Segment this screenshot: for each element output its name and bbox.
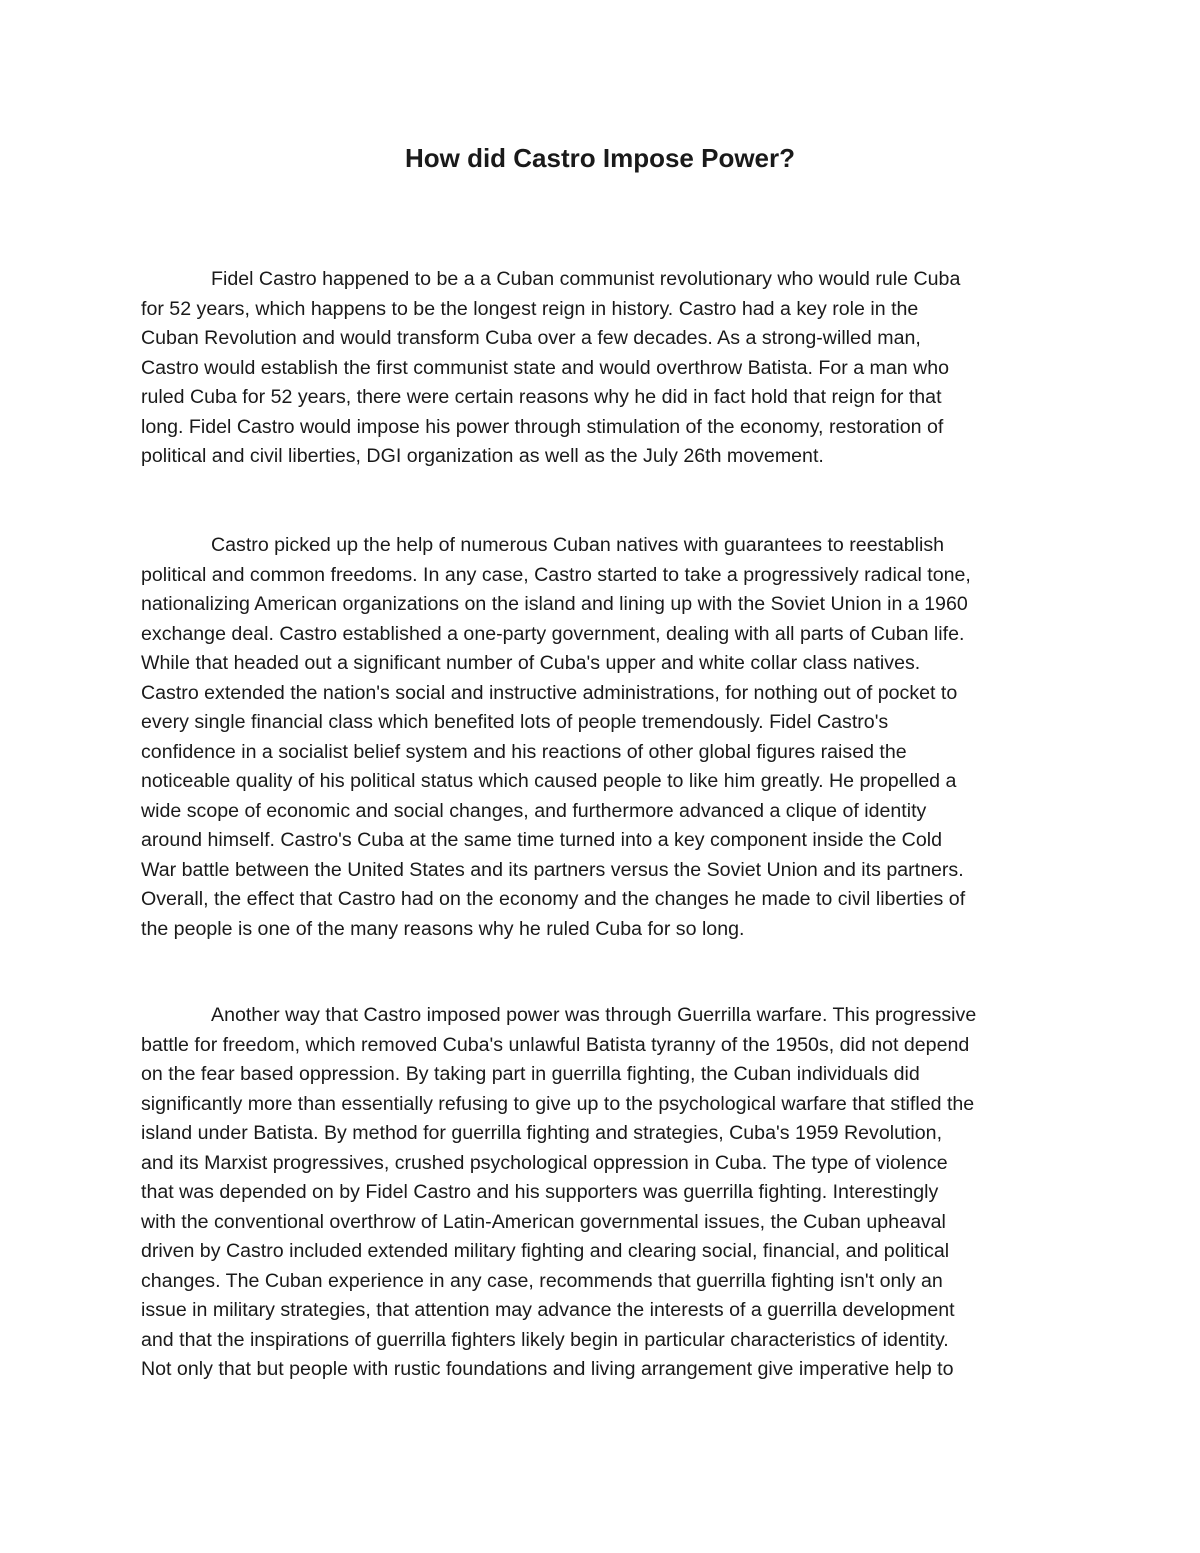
paragraph-line: around himself. Castro's Cuba at the same time turned into a key component inside the Cold — [141, 829, 942, 851]
paragraph-line: exchange deal. Castro established a one-party government, dealing with all parts of Cuban life. — [141, 622, 965, 645]
paragraph-line: noticeable quality of his political status which caused people to like him greatly. He propelled a — [141, 770, 957, 792]
paragraph-line: and that the inspirations of guerrilla fighters likely begin in particular characteristics of identity. — [141, 1328, 949, 1351]
paragraph-line: significantly more than essentially refusing to give up to the psychological warfare that stifled the — [141, 1092, 975, 1115]
paragraph-line: confidence in a socialist belief system and his reactions of other global figures raised the — [141, 740, 907, 763]
paragraph-line: battle for freedom, which removed Cuba's unlawful Batista tyranny of the 1950s, did not depend — [141, 1033, 970, 1056]
paragraph-line: that was depended on by Fidel Castro and his supporters was guerrilla fighting. Interestingly — [141, 1181, 939, 1203]
paragraph-3 — [141, 1001, 1071, 1385]
document-title: How did Castro Impose Power? — [404, 143, 796, 173]
paragraph-line: Fidel Castro happened to be a a Cuban communist revolutionary who would rule Cuba — [211, 268, 961, 290]
paragraph-line: Overall, the effect that Castro had on the economy and the changes he made to civil liberties of — [141, 888, 966, 910]
paragraph-line: Castro extended the nation's social and instructive administrations, for nothing out of pocket to — [141, 681, 958, 704]
paragraph-line: every single financial class which benefited lots of people tremendously. Fidel Castro's — [141, 711, 889, 733]
paragraph-line: Another way that Castro imposed power was through Guerrilla warfare. This progressive — [211, 1004, 977, 1026]
paragraph-line: Castro picked up the help of numerous Cuban natives with guarantees to reestablish — [211, 534, 945, 556]
paragraph-line: for 52 years, which happens to be the longest reign in history. Castro had a key role in the — [141, 297, 919, 320]
paragraph-line: long. Fidel Castro would impose his power through stimulation of the economy, restoration of — [141, 415, 944, 438]
paragraph-line: changes. The Cuban experience in any case, recommends that guerrilla fighting isn't only an — [141, 1269, 943, 1292]
paragraph-line: driven by Castro included extended military fighting and clearing social, financial, and political — [141, 1240, 950, 1262]
paragraph-line: wide scope of economic and social changes, and furthermore advanced a clique of identity — [141, 799, 927, 822]
paragraph-line: and its Marxist progressives, crushed psychological oppression in Cuba. The type of violence — [141, 1151, 948, 1174]
paragraph-line: While that headed out a significant number of Cuba's upper and white collar class natives. — [141, 652, 921, 674]
paragraph-line: island under Batista. By method for guerrilla fighting and strategies, Cuba's 1959 Revolution, — [141, 1122, 943, 1144]
paragraph-line: the people is one of the many reasons why he ruled Cuba for so long. — [141, 917, 745, 940]
paragraph-1 — [141, 265, 1071, 472]
paragraph-line: issue in military strategies, that attention may advance the interests of a guerrilla development — [141, 1299, 955, 1321]
paragraph-line: on the fear based oppression. By taking part in guerrilla fighting, the Cuban individuals did — [141, 1063, 920, 1085]
paragraph-line: with the conventional overthrow of Latin-American governmental issues, the Cuban upheaval — [141, 1210, 946, 1233]
paragraph-line: nationalizing American organizations on the island and lining up with the Soviet Union in a 1960 — [141, 593, 968, 615]
paragraph-line: Not only that but people with rustic foundations and living arrangement give imperative help to — [141, 1358, 954, 1380]
paragraph-2 — [141, 531, 1071, 944]
paragraph-line: political and civil liberties, DGI organization as well as the July 26th movement. — [141, 445, 824, 467]
paragraph-line: political and common freedoms. In any case, Castro started to take a progressively radical tone, — [141, 563, 971, 586]
paragraph-line: Castro would establish the first communist state and would overthrow Batista. For a man who — [141, 356, 950, 379]
paragraph-line: War battle between the United States and its partners versus the Soviet Union and its partners. — [141, 858, 964, 881]
paragraph-line: ruled Cuba for 52 years, there were certain reasons why he did in fact hold that reign for that — [141, 386, 942, 408]
paragraph-line: Cuban Revolution and would transform Cuba over a few decades. As a strong-willed man, — [141, 327, 921, 349]
